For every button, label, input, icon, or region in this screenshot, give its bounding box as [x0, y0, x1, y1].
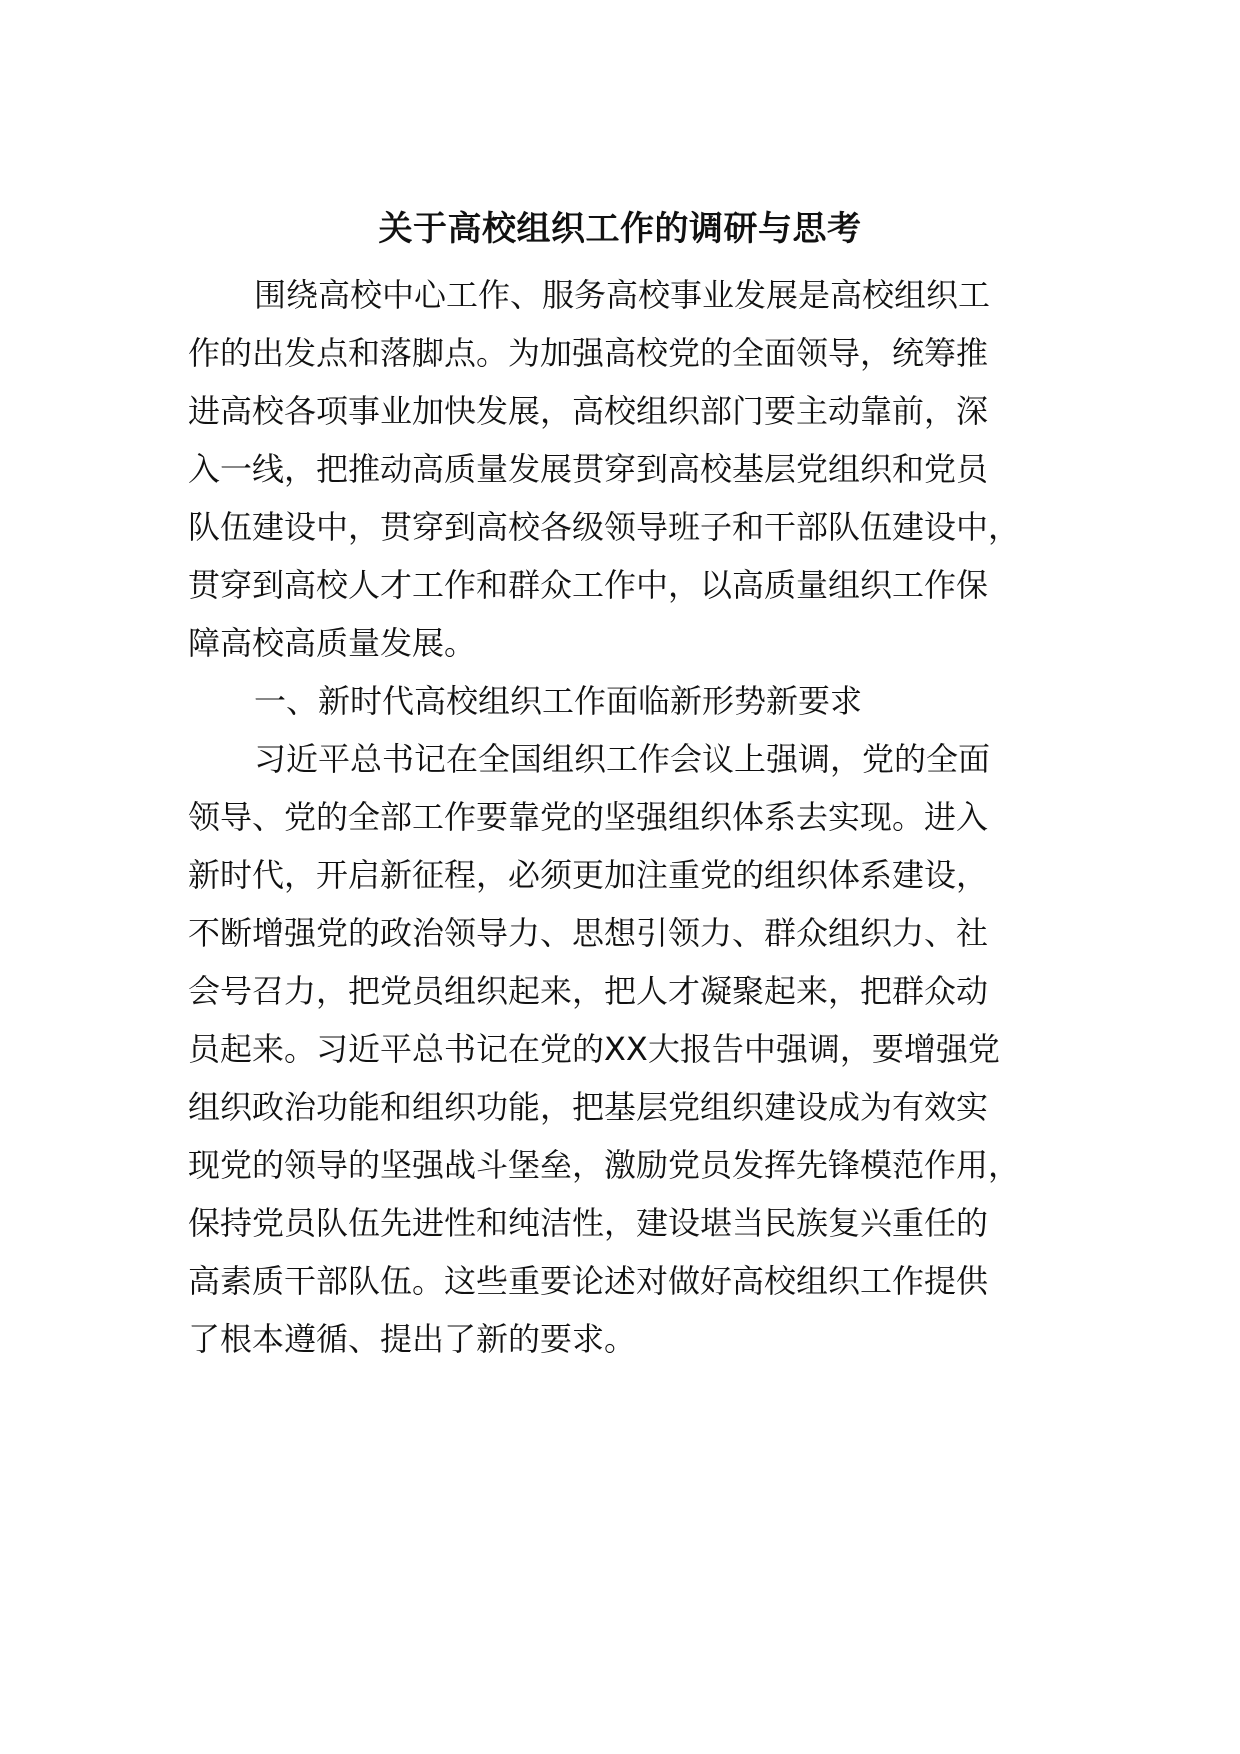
paragraph-line: 新时代，开启新征程，必须更加注重党的组织体系建设，: [188, 856, 989, 894]
paragraph-line: 领导、党的全部工作要靠党的坚强组织体系去实现。进入: [188, 798, 989, 836]
paragraph-line: 贯穿到高校人才工作和群众工作中，以高质量组织工作保: [188, 566, 989, 604]
paragraph-line: 围绕高校中心工作、服务高校事业发展是高校组织工: [254, 276, 991, 314]
paragraph-line: 了根本遵循、提出了新的要求。: [188, 1320, 637, 1358]
paragraph-line: 会号召力，把党员组织起来，把人才凝聚起来，把群众动: [188, 972, 989, 1010]
paragraph-line: 现党的领导的坚强战斗堡垒，激励党员发挥先锋模范作用，: [188, 1146, 1021, 1184]
paragraph-line: 组织政治功能和组织功能，把基层党组织建设成为有效实: [188, 1088, 989, 1126]
paragraph-line: 入一线，把推动高质量发展贯穿到高校基层党组织和党员: [188, 450, 989, 488]
paragraph-line: 高素质干部队伍。这些重要论述对做好高校组织工作提供: [188, 1262, 989, 1300]
paragraph-line: 进高校各项事业加快发展，高校组织部门要主动靠前，深: [188, 392, 989, 430]
paragraph-line: 保持党员队伍先进性和纯洁性，建设堪当民族复兴重任的: [188, 1204, 989, 1242]
paragraph-line: 作的出发点和落脚点。为加强高校党的全面领导，统筹推: [188, 334, 989, 372]
document-title: 关于高校组织工作的调研与思考: [378, 209, 862, 249]
paragraph-line: 不断增强党的政治领导力、思想引领力、群众组织力、社: [188, 914, 989, 952]
section-heading: 一、新时代高校组织工作面临新形势新要求: [254, 682, 863, 720]
paragraph-line: 习近平总书记在全国组织工作会议上强调，党的全面: [254, 740, 991, 778]
paragraph-line: 队伍建设中，贯穿到高校各级领导班子和干部队伍建设中，: [188, 508, 1021, 546]
paragraph-line: 员起来。习近平总书记在党的XX大报告中强调，要增强党: [188, 1030, 1000, 1068]
paragraph-line: 障高校高质量发展。: [188, 624, 477, 662]
